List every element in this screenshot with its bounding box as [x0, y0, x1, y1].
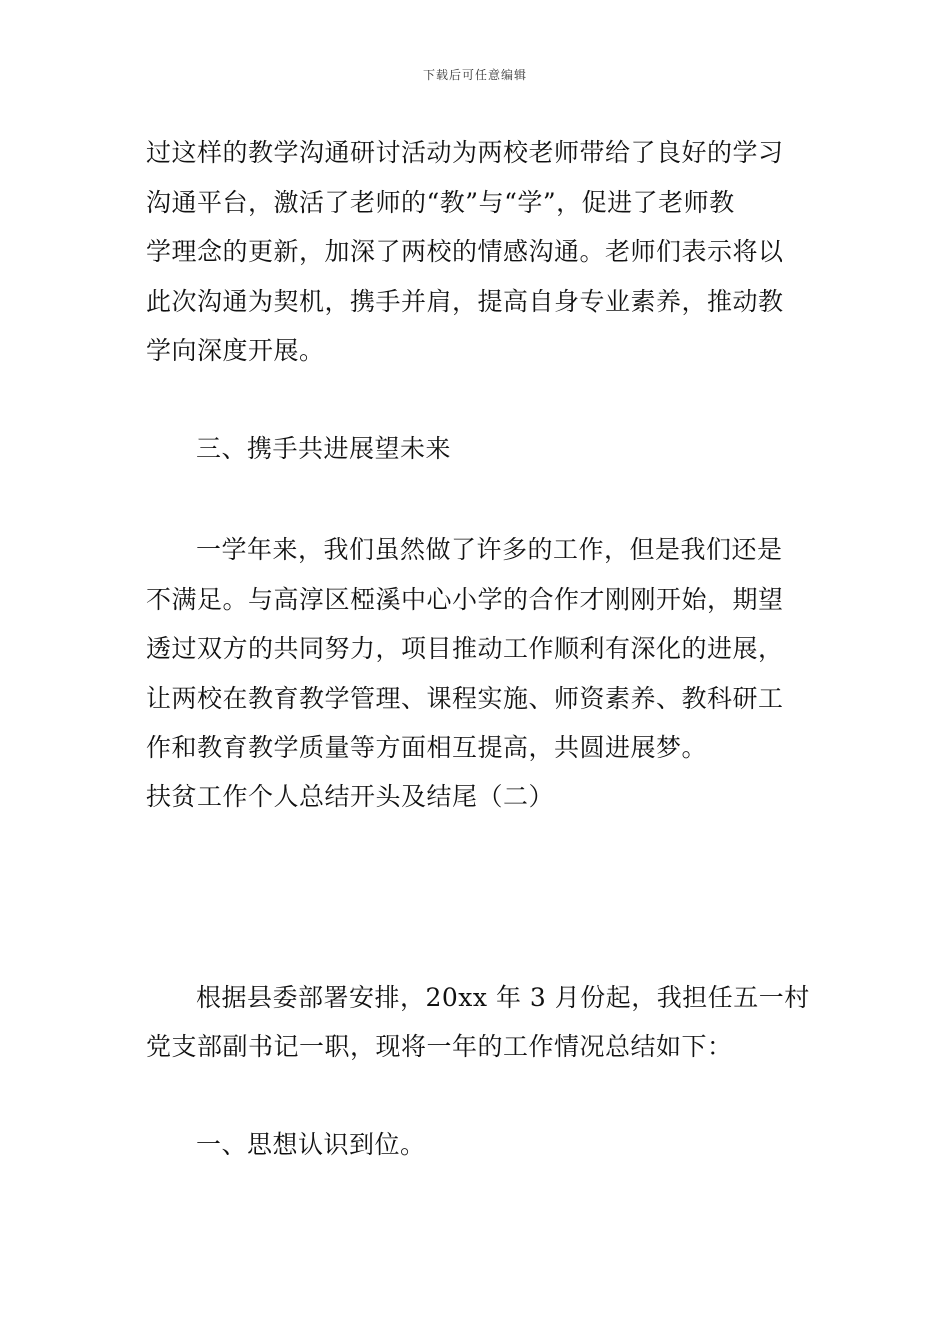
paragraph-line: 党支部副书记一职，现将一年的工作情况总结如下： — [146, 1032, 733, 1061]
paragraph-line: 一学年来，我们虽然做了许多的工作，但是我们还是 — [196, 535, 783, 564]
paragraph-line: 透过双方的共同努力，项目推动工作顺利有深化的进展， — [146, 634, 784, 663]
paragraph-line: 作和教育教学质量等方面相互提高，共圆进展梦。 — [146, 733, 708, 762]
paragraph-line: 不满足。与高淳区椏溪中心小学的合作才刚刚开始，期望 — [146, 585, 784, 614]
paragraph-line: 过这样的教学沟通研讨活动为两校老师带给了良好的学习 — [146, 138, 784, 167]
paragraph-line: 学理念的更新，加深了两校的情感沟通。老师们表示将以 — [146, 237, 784, 266]
document-title: 扶贫工作个人总结开头及结尾（二） — [146, 782, 555, 811]
paragraph-line: 学向深度开展。 — [146, 336, 325, 365]
paragraph-line: 此次沟通为契机，携手并肩，提高自身专业素养，推动教 — [146, 287, 784, 316]
page-header-note: 下载后可任意编辑 — [422, 68, 527, 82]
section-heading: 一、思想认识到位。 — [196, 1130, 426, 1159]
section-heading: 三、携手共进展望未来 — [196, 434, 452, 463]
paragraph-line: 根据县委部署安排，20xx 年 3 月份起，我担任五一村 — [196, 983, 810, 1012]
paragraph-line: 沟通平台，激活了老师的“教”与“学”，促进了老师教 — [146, 188, 735, 217]
paragraph-line: 让两校在教育教学管理、课程实施、师资素养、教科研工 — [146, 684, 784, 713]
